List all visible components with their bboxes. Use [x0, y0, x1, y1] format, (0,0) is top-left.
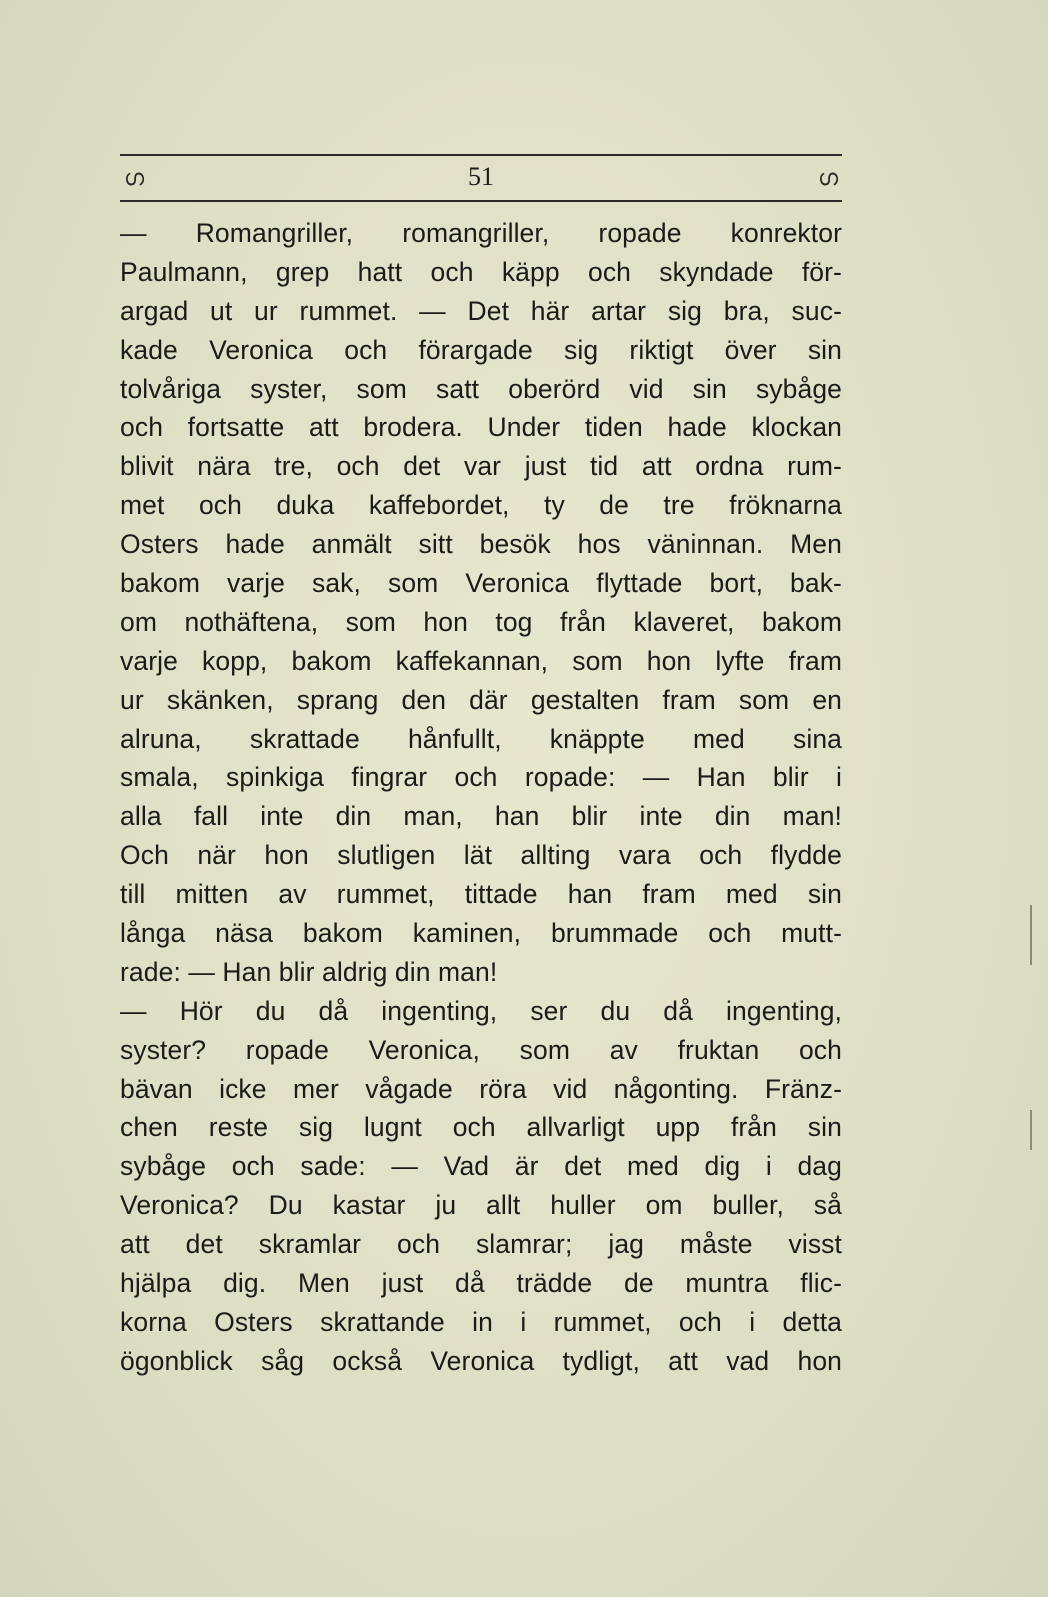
text-line: om nothäftena, som hon tog från klaveret, bakom: [120, 606, 842, 637]
text-line: kade Veronica och förargade sig riktigt över sin: [120, 334, 842, 365]
text-line: varje kopp, bakom kaffekannan, som hon lyfte fram: [120, 645, 842, 676]
text-line: och fortsatte att brodera. Under tiden hade klockan: [120, 412, 842, 443]
text-line: alruna, skrattade hånfullt, knäppte med sina: [120, 723, 842, 754]
text-line: Osters hade anmält sitt besök hos väninnan. Men: [120, 529, 842, 560]
text-line: att det skramlar och slamrar; jag måste visst: [120, 1229, 842, 1260]
margin-mark: [1030, 1110, 1032, 1150]
text-line: sybåge och sade: — Vad är det med dig i dag: [120, 1151, 842, 1182]
header-rule-top: [120, 154, 842, 156]
text-line: Veronica? Du kastar ju allt huller om buller, så: [120, 1190, 842, 1221]
running-header: [120, 150, 842, 204]
text-line: chen reste sig lugnt och allvarligt upp från sin: [120, 1112, 842, 1143]
text-line: bävan icke mer vågade röra vid någonting. Fränz-: [120, 1073, 842, 1104]
ornament-right-icon: ഗ: [817, 165, 838, 190]
text-line: — Romangriller, romangriller, ropade konrektor: [120, 218, 842, 248]
text-line: Och när hon slutligen lät allting vara och flydde: [120, 840, 842, 871]
text-line: korna Osters skrattande in i rummet, och i detta: [120, 1306, 842, 1337]
text-line: långa näsa bakom kaminen, brummade och mutt-: [120, 918, 842, 949]
page-number: 51: [468, 162, 494, 191]
body-text: [120, 214, 842, 1381]
text-line: Paulmann, grep hatt och käpp och skyndade för-: [120, 256, 842, 287]
header-rule-bottom: [120, 200, 842, 202]
text-line: blivit nära tre, och det var just tid att ordna rum-: [120, 451, 842, 482]
text-line: bakom varje sak, som Veronica flyttade bort, bak-: [120, 568, 842, 599]
ornament-left-icon: ഗ: [124, 165, 145, 190]
text-line: — Hör du då ingenting, ser du då ingenting,: [120, 995, 842, 1026]
margin-mark: [1030, 905, 1032, 965]
text-line: tolvåriga syster, som satt oberörd vid sin sybåge: [120, 373, 842, 404]
text-line: ur skänken, sprang den där gestalten fram som en: [120, 684, 842, 715]
text-line: argad ut ur rummet. — Det här artar sig bra, suc-: [120, 295, 842, 326]
text-line: syster? ropade Veronica, som av fruktan och: [120, 1034, 842, 1065]
text-line: met och duka kaffebordet, ty de tre fröknarna: [120, 490, 842, 521]
text-line: hjälpa dig. Men just då trädde de muntra flic-: [120, 1268, 842, 1299]
text-line: smala, spinkiga fingrar och ropade: — Han blir i: [120, 762, 842, 793]
book-page: [120, 150, 842, 1381]
text-line: rade: — Han blir aldrig din man!: [120, 956, 498, 987]
text-line: alla fall inte din man, han blir inte din man!: [120, 801, 842, 832]
text-line: ögonblick såg också Veronica tydligt, att vad hon: [120, 1345, 842, 1376]
text-line: till mitten av rummet, tittade han fram med sin: [120, 879, 842, 910]
